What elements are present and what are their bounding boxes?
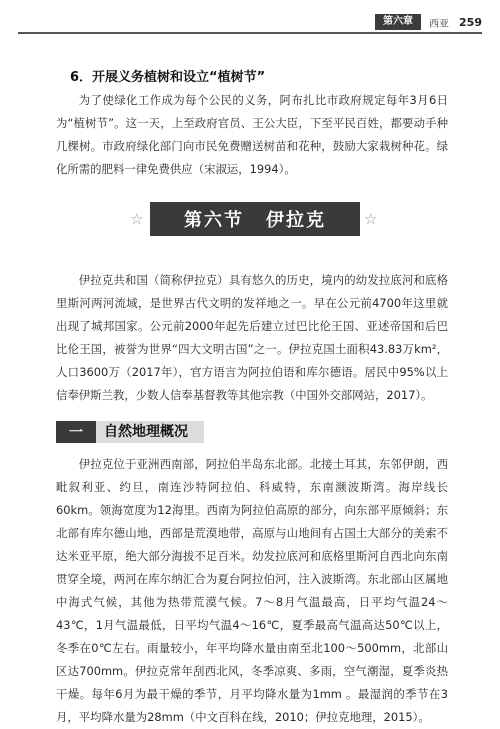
part-heading — [56, 421, 204, 443]
star-icon: ☆ — [130, 210, 144, 228]
running-header — [375, 14, 482, 30]
header-rule — [18, 32, 482, 34]
paragraph-text: 伊拉克共和国（简称伊拉克）具有悠久的历史，境内的幼发拉底河和底格里斯河两河流域，是世界古代文明的发祥地之一。早在公元前4700年这里就出现了城邦国家。公元前2000年起先后建立过巴比伦王国、亚述帝国和后巴比伦王国，被誉为世界“四大文明古国”之一。伊拉克国土面积43.83万km²，人口3600万（2017年），官方语言为阿拉伯语和库尔德语。居民中95%以上信奉伊斯兰教，少数人信奉基督教等其他宗教（中国外交部网站，2017）。 — [56, 273, 448, 402]
section-title: 伊拉克 — [266, 210, 326, 231]
section-banner — [150, 202, 360, 236]
subsection-paragraph — [56, 89, 448, 181]
chapter-tab: 第六章 — [375, 14, 421, 30]
page-number: 259 — [459, 15, 482, 29]
section-label: 第六节 — [184, 210, 244, 231]
section-intro — [56, 269, 448, 407]
part-title: 自然地理概况 — [96, 421, 204, 443]
subsection-heading: 6．开展义务植树和设立“植树节” — [70, 70, 266, 85]
paragraph-text: 伊拉克位于亚洲西南部，阿拉伯半岛东北部。北接土耳其，东邻伊朗，西毗叙利亚、约旦，南连沙特阿拉伯、科威特，东南濒波斯湾。海岸线长60km。领海宽度为12海里。西南为阿拉伯高原的部分，向东部平原倾斜；东北部有库尔德山地，西部是荒漠地带，高原与山地间有占国土大部分的美索不达米亚平原，绝大部分海拔不足百米。幼发拉底河和底格里斯河自西北向东南贯穿全境，两河在库尔纳汇合为夏台阿拉伯河，注入波斯湾。东北部山区属地中海式气候，其他为热带荒漠气候。7～8月气温最高，日平均气温24～43℃，1月气温最低，日平均气温4～16℃，夏季最高气温高达50℃以上，冬季在0℃左右。雨量较小，年平均降水量由南至北100～500mm，北部山区达700mm。伊拉克常年刮西北风，冬季凉爽、多雨，空气潮湿，夏季炎热干燥。每年6月为最干燥的季节，月平均降水量为1mm 。最湿润的季节在3月，平均降水量为28mm（中文百科在线，2010；伊拉克地理，2015）。 — [56, 457, 448, 724]
paragraph-text: 为了使绿化工作成为每个公民的义务，阿布扎比市政府规定每年3月6日为“植树节”。这一天，上至政府官员、王公大臣，下至平民百姓，都要动手种几棵树。市政府绿化部门向市民免费赠送树苗和花种，鼓励大家栽树种花。绿化所需的肥料一律免费供应（宋淑运，1994）。 — [56, 93, 448, 176]
region-name: 西亚 — [429, 18, 450, 30]
part-number: 一 — [56, 421, 96, 443]
star-icon: ☆ — [364, 210, 378, 228]
part-paragraph — [56, 453, 448, 729]
